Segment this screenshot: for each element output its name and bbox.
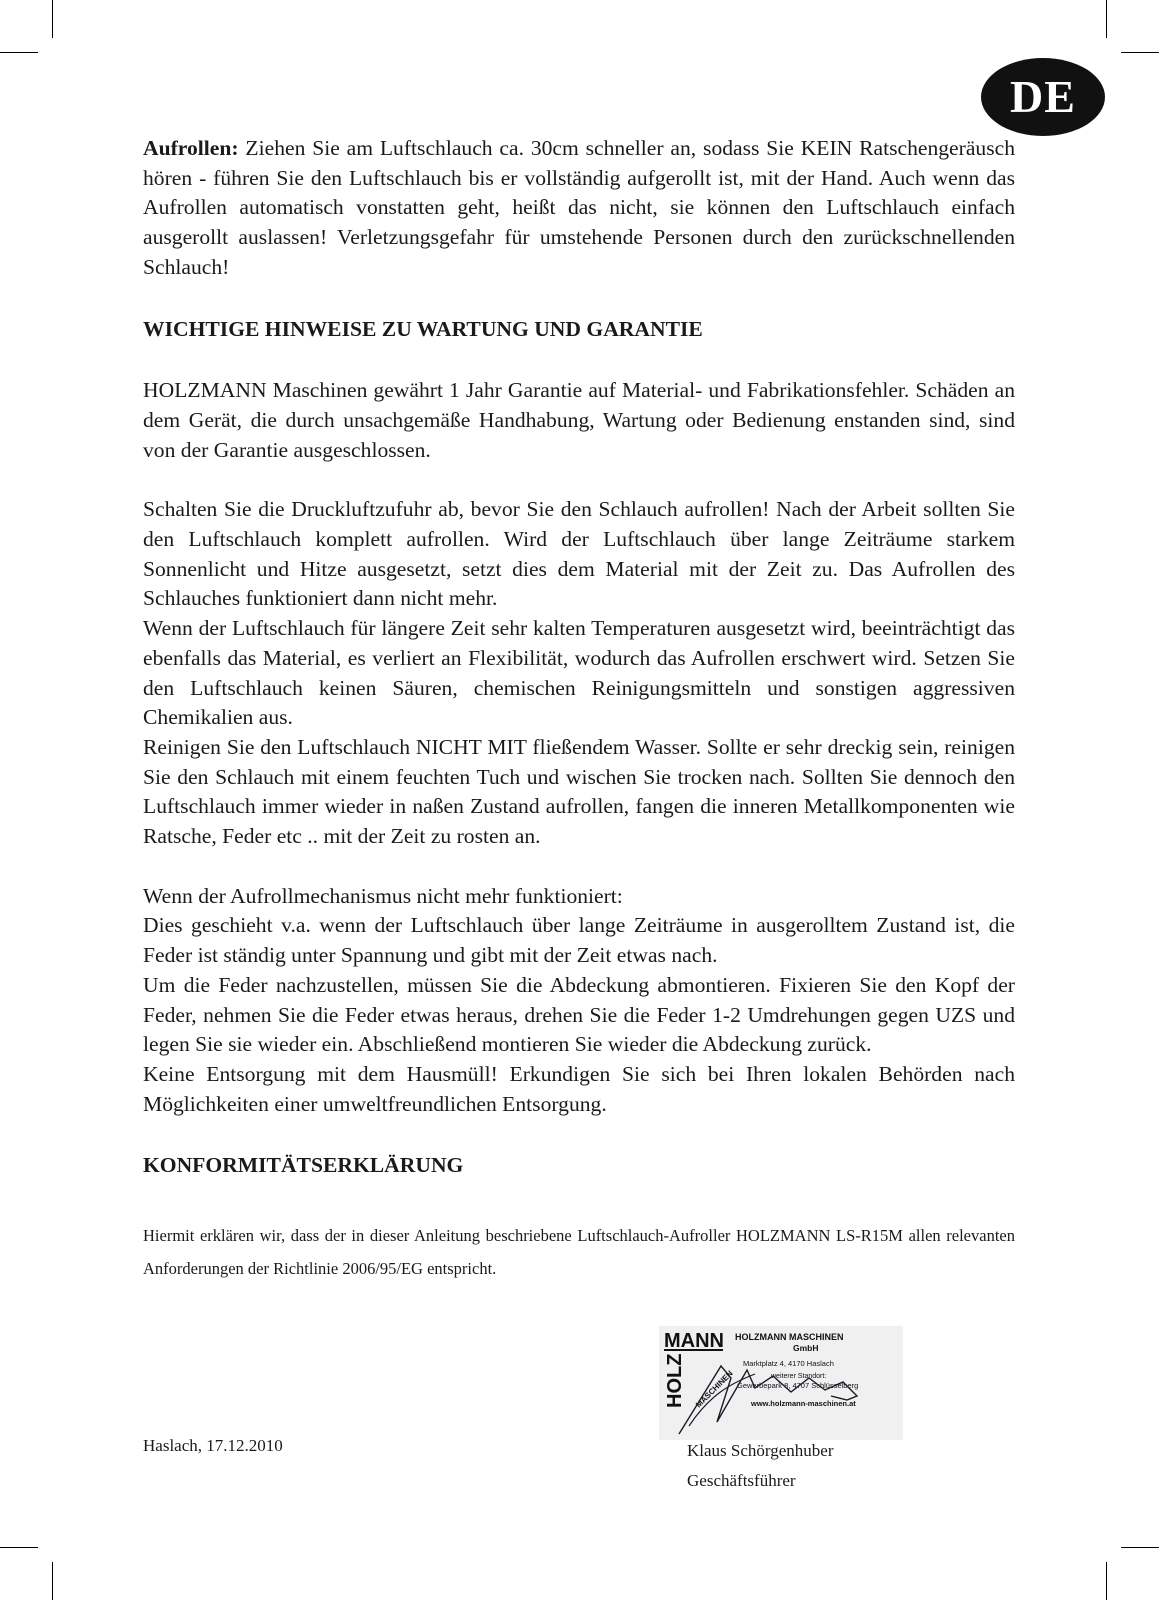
wartung-paragraph: Wenn der Luftschlauch für längere Zeit sehr kalten Temperaturen ausgesetzt wird, beeinträchtigt das ebenfalls das Material, es verliert an Flexibilität, wodurch das Aufrollen erschwert wird. Setzen Sie den Luftschlauch keinen Säuren, chemischen Reinigungsmitteln und sonstigen aggressiven Chemikalien aus. (143, 616, 1015, 730)
crop-mark (1106, 1562, 1107, 1600)
stamp-address2: Gewerbepark 8, 4707 Schlüsselberg (737, 1381, 859, 1390)
aufrollen-paragraph (143, 134, 1015, 283)
konformitaet-text: Hiermit erklären wir, dass der in dieser Anleitung beschriebene Luftschlauch-Aufroller HOLZMANN LS-R15M allen relevanten Anforderungen der Richtlinie 2006/95/EG entspricht. (143, 1226, 1015, 1279)
document-body (143, 134, 1015, 1285)
wartung-paragraph: Wenn der Aufrollmechanismus nicht mehr funktioniert: (143, 883, 623, 908)
wartung-paragraph: Reinigen Sie den Luftschlauch NICHT MIT fließendem Wasser. Sollte er sehr dreckig sein, reinigen Sie den Schlauch mit einem feuchten Tuch und wischen Sie trocken nach. Sollten Sie dennoch den Luftschlauch immer wieder in naßen Zustand aufrollen, fangen die inneren Metallkomponenten wie Ratsche, Feder etc .. mit der Zeit zu rosten an. (143, 734, 1015, 849)
stamp-address-label: weiterer Standort: (771, 1373, 827, 1380)
language-badge: DE (981, 58, 1105, 136)
wartung-paragraph: HOLZMANN Maschinen gewährt 1 Jahr Garantie auf Material- und Fabrikationsfehler. Schäden an dem Gerät, die durch unsachgemäße Handhabung, Wartung oder Bedienung enstanden sind, sind von der Garantie ausgeschlossen. (143, 378, 1015, 462)
crop-mark (0, 1547, 38, 1548)
stamp-brand-top: MANN (664, 1330, 724, 1352)
wartung-paragraph: Schalten Sie die Druckluftzufuhr ab, bevor Sie den Schlauch aufrollen! Nach der Arbeit sollten Sie den Luftschlauch komplett aufrollen. Wird der Luftschlauch über lange Zeiträume starkem Sonnenlicht und Hitze ausgesetzt, setzt dies dem Material mit der Zeit zu. Das Aufrollen des Schlauches funktioniert dann nicht mehr. (143, 497, 1015, 611)
crop-mark (52, 1562, 53, 1600)
aufrollen-text: Ziehen Sie am Luftschlauch ca. 30cm schneller an, sodass Sie KEIN Ratschengeräusch hören - führen Sie den Luftschlauch bis er vollständig aufgerollt ist, mit der Hand. Auch wenn das Aufrollen automatisch vonstatten geht, heißt das nicht, sie können den Luftschlauch einfach ausgerollt auslassen! Verletzungsgefahr für umstehende Personen durch den zurückschnellenden Schlauch! (143, 136, 1015, 279)
wartung-paragraph: Keine Entsorgung mit dem Hausmüll! Erkundigen Sie sich bei Ihren lokalen Behörden nach Möglichkeiten einer umweltfreundlichen Entsorgung. (143, 1061, 1015, 1116)
signatory-title: Geschäftsführer (687, 1471, 796, 1490)
place-date: Haslach, 17.12.2010 (143, 1436, 283, 1455)
stamp-company: HOLZMANN MASCHINEN (735, 1332, 844, 1342)
stamp-web: www.holzmann-maschinen.at (751, 1399, 856, 1408)
crop-mark (1121, 1547, 1159, 1548)
signatory-name: Klaus Schörgenhuber (687, 1441, 834, 1460)
konformitaet-heading: KONFORMITÄTSERKLÄRUNG (143, 1153, 464, 1178)
crop-mark (0, 52, 38, 53)
stamp-brand-side: HOLZ (664, 1353, 686, 1408)
crop-mark (52, 0, 53, 38)
crop-mark (1106, 0, 1107, 38)
stamp-address1: Marktplatz 4, 4170 Haslach (743, 1359, 834, 1368)
company-stamp (659, 1326, 903, 1440)
signatory (687, 1436, 834, 1496)
crop-mark (1121, 52, 1159, 53)
stamp-company2: GmbH (793, 1343, 819, 1353)
signature-block (143, 1436, 1015, 1506)
wartung-heading: WICHTIGE HINWEISE ZU WARTUNG UND GARANTIE (143, 316, 703, 341)
stamp-graphic (659, 1326, 903, 1440)
aufrollen-lead: Aufrollen: (143, 136, 239, 160)
stamp-diagonal: MASCHINEN (694, 1368, 735, 1410)
wartung-paragraph: Dies geschieht v.a. wenn der Luftschlauch über lange Zeiträume in ausgerolltem Zustand ist, die Feder ist ständig unter Spannung und gibt mit der Zeit etwas nach. (143, 913, 1015, 968)
wartung-paragraph: Um die Feder nachzustellen, müssen Sie die Abdeckung abmontieren. Fixieren Sie den Kopf der Feder, nehmen Sie die Feder etwas heraus, drehen Sie die Feder 1-2 Umdrehungen gegen UZS und legen Sie sie wieder ein. Abschließend montieren Sie wieder die Abdeckung zurück. (143, 972, 1015, 1057)
